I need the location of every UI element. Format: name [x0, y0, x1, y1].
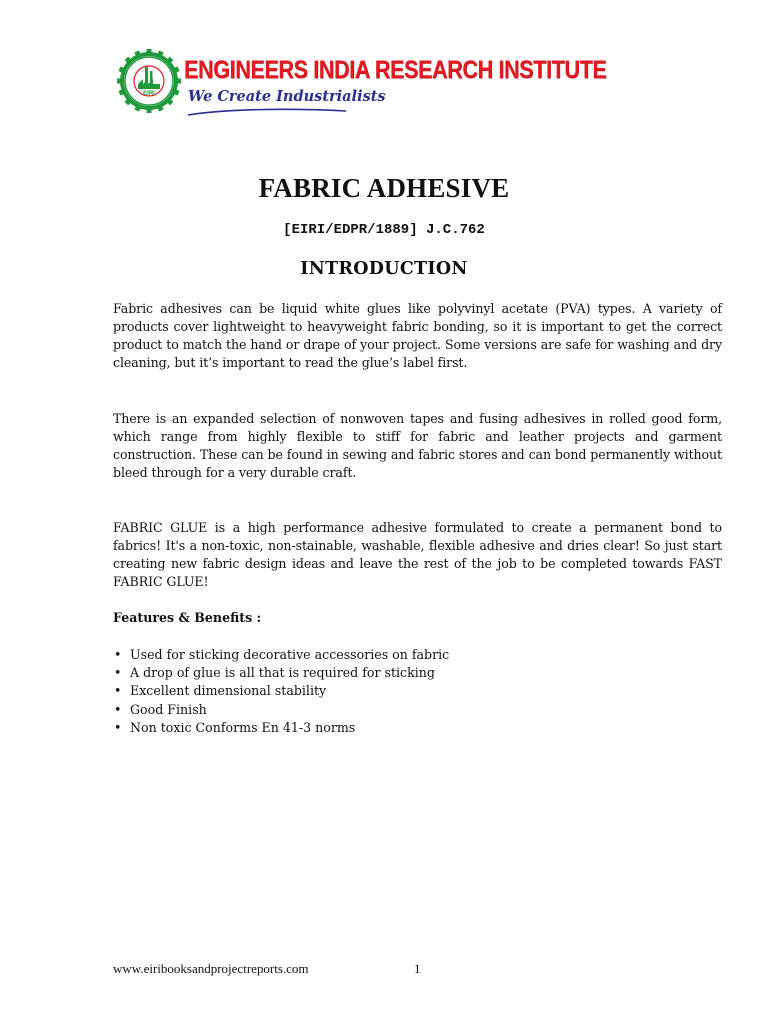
feature-text: A drop of glue is all that is required for sticking [130, 665, 435, 681]
organization-tagline: We Create Industrialists [188, 88, 386, 105]
bullet-icon: • [114, 719, 122, 735]
feature-text: Non toxic Conforms En 41-3 norms [130, 719, 356, 735]
feature-text: Good Finish [130, 701, 207, 717]
features-heading: Features & Benefits : [113, 610, 262, 625]
tagline-swoosh-underline [186, 106, 348, 118]
page-number: 1 [414, 961, 421, 976]
bullet-icon: • [114, 683, 122, 699]
document-code: [EIRI/EDPR/1889] J.C.762 [283, 222, 485, 238]
bullet-icon: • [114, 647, 122, 662]
paragraph-2: There is an expanded selection of nonwoven tapes and fusing adhesives in rolled good form, which range from highly flexible to stiff for fabric and leather projects and garment construction. These can be found in sewing and fabric stores and can bond permanently without bleed through for a very durable craft. [113, 411, 722, 480]
list-item [113, 682, 449, 700]
section-heading-introduction: INTRODUCTION [300, 259, 468, 279]
header-logo-block [116, 44, 607, 124]
organization-name: ENGINEERS INDIA RESEARCH INSTITUTE [184, 56, 607, 84]
footer-website-link[interactable]: www.eiribooksandprojectreports.com [113, 961, 309, 976]
seal-center-text: EIRI [143, 91, 155, 97]
list-item [113, 719, 449, 737]
bullet-icon: • [114, 701, 122, 717]
feature-text: Used for sticking decorative accessories on fabric [130, 647, 450, 662]
list-item [113, 646, 449, 664]
list-item [113, 664, 449, 682]
document-title: FABRIC ADHESIVE [258, 173, 510, 203]
bullet-icon: • [114, 665, 122, 681]
institute-seal-logo [116, 48, 182, 114]
paragraph-3: FABRIC GLUE is a high performance adhesive formulated to create a permanent bond to fabrics! It's a non-toxic, non-stainable, washable, flexible adhesive and dries clear! So just start creating new fabric design ideas and leave the rest of the job to be completed towards FAST FABRIC GLUE! [113, 520, 722, 589]
list-item [113, 701, 449, 719]
paragraph-1: Fabric adhesives can be liquid white glues like polyvinyl acetate (PVA) types. A variety of products cover lightweight to heavyweight fabric bonding, so it is important to get the correct product to match the hand or drape of your project. Some versions are safe for washing and dry cleaning, but it’s important to read the glue’s label first. [113, 301, 722, 370]
features-list [113, 646, 449, 737]
feature-text: Excellent dimensional stability [130, 683, 327, 699]
